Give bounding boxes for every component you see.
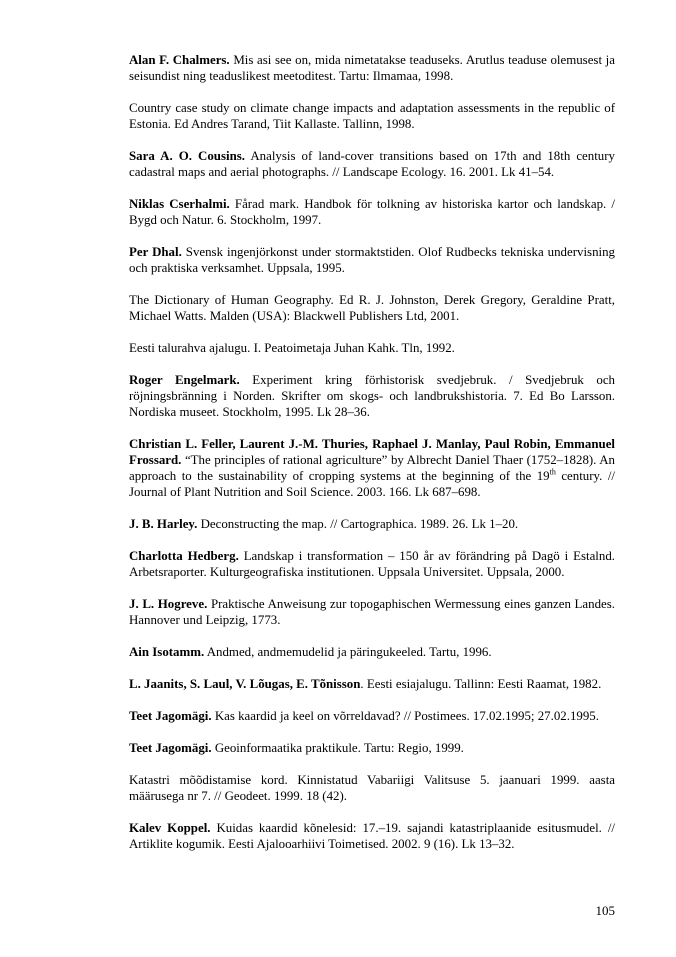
- reference-text: Eesti talurahva ajalugu. I. Peatoimetaja Juhan Kahk. Tln, 1992.: [129, 341, 455, 355]
- reference-author: Alan F. Chalmers.: [129, 53, 230, 67]
- reference-text: The Dictionary of Human Geography. Ed R. J. Johnston, Derek Gregory, Geraldine Pratt, Michael Watts. Malden (USA): Blackwell Publishers Ltd, 2001.: [129, 293, 615, 323]
- reference-author: J. L. Hogreve.: [129, 597, 208, 611]
- reference-text: Fårad mark. Handbok för tolkning av historiska kartor och landskap. / Bygd och Natur. 6. Stockholm, 1997.: [129, 197, 615, 227]
- reference-author: Charlotta Hedberg.: [129, 549, 239, 563]
- reference-author: L. Jaanits, S. Laul, V. Lõugas, E. Tõnisson: [129, 677, 361, 691]
- reference-text: . Eesti esiajalugu. Tallinn: Eesti Raamat, 1982.: [360, 677, 602, 691]
- reference-text: Country case study on climate change impacts and adaptation assessments in the republic of Estonia. Ed Andres Tarand, Tiit Kallaste. Tallinn, 1998.: [129, 101, 615, 131]
- reference-entry: [129, 516, 615, 532]
- reference-entry: [129, 372, 615, 420]
- reference-author: Roger Engelmark.: [129, 373, 240, 387]
- page-number: 105: [595, 903, 615, 918]
- reference-entry: [129, 292, 615, 324]
- reference-entry: [129, 772, 615, 804]
- reference-entry: [129, 676, 615, 692]
- reference-text: Svensk ingenjörkonst under stormaktstiden. Olof Rudbecks tekniska undervisning och praktiska verksamhet. Uppsala, 1995.: [129, 245, 615, 275]
- reference-entry: [129, 196, 615, 228]
- reference-text: Kuidas kaardid kõnelesid: 17.–19. sajandi katastriplaanide esitusmudel. // Artiklite kogumik. Eesti Ajalooarhiivi Toimetised. 2002. 9 (16). Lk 13–32.: [129, 821, 616, 851]
- reference-text: Mis asi see on, mida nimetatakse teaduseks. Arutlus teaduse olemusest ja seisundist ning teaduslikest meetoditest. Tartu: Ilmamaa, 1998.: [129, 53, 615, 83]
- reference-author: Ain Isotamm.: [129, 645, 205, 659]
- reference-text: Katastri mõõdistamise kord. Kinnistatud Vabariigi Valitsuse 5. jaanuari 1999. aasta määrusega nr 7. // Geodeet. 1999. 18 (42).: [129, 773, 615, 803]
- reference-entry: [129, 340, 615, 356]
- reference-text: Andmed, andmemudelid ja päringukeeled. Tartu, 1996.: [204, 645, 492, 659]
- reference-text: Geoinformaatika praktikule. Tartu: Regio, 1999.: [211, 741, 464, 755]
- reference-entry: [129, 596, 615, 628]
- reference-text: Landskap i transformation – 150 år av förändring på Dagö i Estalnd. Arbetsraporter. Kulturgeografiska institutionen. Uppsala Universitet. Uppsala, 2000.: [129, 549, 616, 579]
- reference-author: Kalev Koppel.: [129, 821, 211, 835]
- reference-author: Niklas Cserhalmi.: [129, 197, 230, 211]
- reference-entry: [129, 644, 615, 660]
- reference-entry: [129, 820, 615, 852]
- reference-author: Teet Jagomägi.: [129, 709, 212, 723]
- reference-text: Kas kaardid ja keel on võrreldavad? // Postimees. 17.02.1995; 27.02.1995.: [211, 709, 599, 723]
- reference-text: Experiment kring förhistorisk svedjebruk. / Svedjebruk och röjningsbränning i Norden. Skrifter om skogs- och landbrukshistoria. 7. Ed Bo Larsson. Nordiska museet. Stockholm, 1995. Lk 28–36.: [129, 373, 615, 419]
- ordinal-superscript: th: [549, 467, 556, 477]
- reference-author: Christian L. Feller, Laurent J.-M. Thuries, Raphael J. Manlay, Paul Robin, Emmanuel Frossard.: [129, 437, 615, 467]
- reference-entry: [129, 548, 615, 580]
- reference-text: “The principles of rational agriculture” by Albrecht Daniel Thaer (1752–1828). An approach to the sustainability of cropping systems at the beginning of the 19: [129, 453, 615, 483]
- reference-entry: [129, 100, 615, 132]
- reference-list: [129, 52, 615, 868]
- reference-text-continued: century. // Journal of Plant Nutrition and Soil Science. 2003. 166. Lk 687–698.: [129, 469, 615, 499]
- reference-author: Sara A. O. Cousins.: [129, 149, 245, 163]
- reference-entry: [129, 436, 615, 500]
- reference-author: Teet Jagomägi.: [129, 741, 212, 755]
- reference-entry: [129, 148, 615, 180]
- reference-entry: [129, 740, 615, 756]
- reference-text: Analysis of land-cover transitions based on 17th and 18th century cadastral maps and aerial photographs. // Landscape Ecology. 16. 2001. Lk 41–54.: [129, 149, 615, 179]
- reference-entry: [129, 244, 615, 276]
- reference-text: Deconstructing the map. // Cartographica. 1989. 26. Lk 1–20.: [197, 517, 519, 531]
- reference-entry: [129, 708, 615, 724]
- reference-author: Per Dhal.: [129, 245, 182, 259]
- reference-text: Praktische Anweisung zur topogaphischen Wermessung eines ganzen Landes. Hannover und Leipzig, 1773.: [129, 597, 615, 627]
- reference-entry: [129, 52, 615, 84]
- reference-author: J. B. Harley.: [129, 517, 198, 531]
